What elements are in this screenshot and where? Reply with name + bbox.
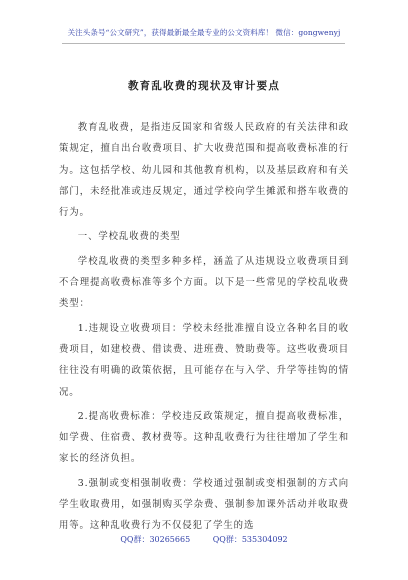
list-item-1: 1.违规设立收费项目：学校未经批准擅自设立各种名目的收费项目，如建校费、借读费、进班费、赞助费等。这些收费项目往往没有明确的政策依据，且可能存在与入学、升学等挂钩的情况。 <box>59 322 349 398</box>
footer-contact <box>0 534 408 545</box>
list-item-3: 3.强制或变相强制收费：学校通过强制或变相强制的方式向学生收取费用，如强制购买学杂费、强制参加课外活动并收取费用等。这种乱收费行为不仅侵犯了学生的选 <box>59 477 349 532</box>
paragraph-definition: 教育乱收费，是指违反国家和省级人民政府的有关法律和政策规定，擅自出台收费项目、扩大收费范围和提高收费标准的行为。这包括学校、幼儿园和其他教育机构，以及基层政府和有关部门，未经批准或违反规定，通过学校向学生摊派和搭车收费的行为。 <box>59 122 349 219</box>
document-title: 教育乱收费的现状及审计要点 <box>127 80 281 92</box>
paragraph-types-intro: 学校乱收费的类型多种多样，涵盖了从违规设立收费项目到不合理提高收费标准等多个方面。以下是一些常见的学校乱收费类型： <box>59 255 349 310</box>
footer-qq-group-2: QQ群：535304092 <box>212 535 288 544</box>
document-body <box>59 117 349 540</box>
header-divider <box>62 43 345 44</box>
list-item-2: 2.提高收费标准：学校违反政策规定，擅自提高收费标准，如学费、住宿费、教材费等。这种乱收费行为往往增加了学生和家长的经济负担。 <box>59 410 349 465</box>
footer-qq-group-1: QQ群：30265665 <box>120 535 191 544</box>
header-promo-note: 关注头条号“公文研究”，获得最新最全最专业的公文资料库！ 微信：gongwenyj <box>67 28 341 37</box>
section-heading-types: 一、学校乱收费的类型 <box>77 231 181 243</box>
